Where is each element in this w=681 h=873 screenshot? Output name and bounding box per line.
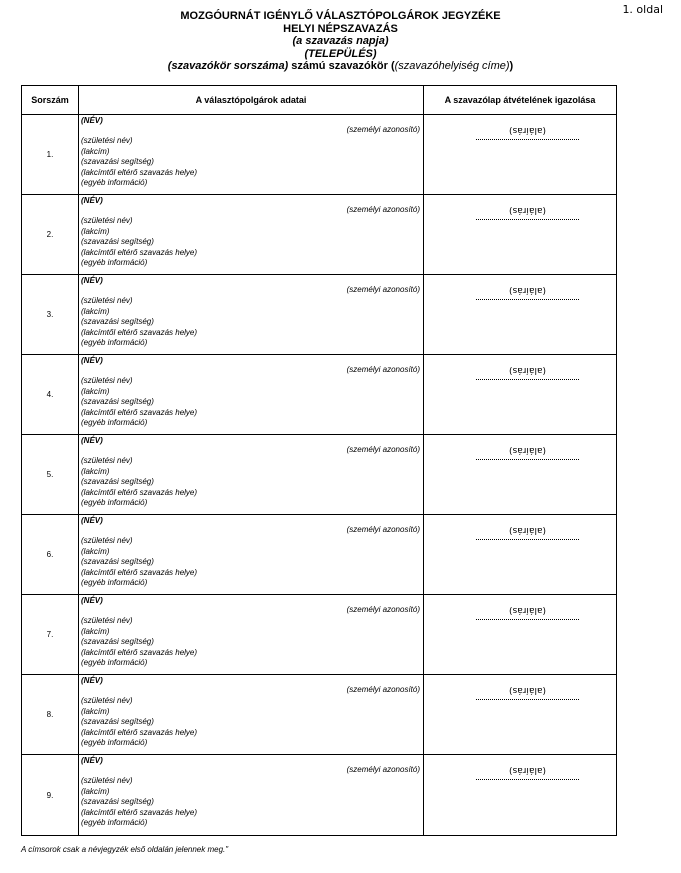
personal-id-field: (személyi azonosító) (346, 605, 420, 614)
table-header-row (22, 86, 616, 115)
district-line (0, 60, 681, 73)
alt-location-field: (lakcímtől eltérő szavazás helye) (81, 247, 198, 257)
receipt-cell (424, 515, 616, 594)
table-row (22, 595, 616, 675)
voting-assistance-field: (szavazási segítség) (81, 157, 154, 166)
voter-details (81, 296, 197, 349)
voting-assistance-field: (szavazási segítség) (81, 317, 154, 326)
voter-data-cell (79, 275, 424, 354)
alt-location-field: (lakcímtől eltérő szavazás helye) (81, 647, 198, 657)
address-field: (lakcím) (81, 546, 110, 556)
signature-block (476, 759, 579, 780)
district-close-paren: ) (509, 60, 514, 72)
row-number: 4. (22, 355, 79, 434)
alt-location-field: (lakcímtől eltérő szavazás helye) (81, 727, 198, 737)
birth-name-field: (születési név) (81, 456, 133, 465)
address-field: (lakcím) (81, 466, 110, 476)
receipt-cell (424, 675, 616, 754)
signature-line (476, 616, 579, 620)
voting-assistance-field: (szavazási segítség) (81, 477, 154, 486)
document-header (0, 10, 681, 73)
voter-data-cell (79, 675, 424, 754)
personal-id-field: (személyi azonosító) (346, 285, 420, 294)
address-field: (lakcím) (81, 786, 110, 796)
voting-assistance-field: (szavazási segítség) (81, 397, 154, 406)
voter-details (81, 776, 197, 829)
personal-id-field: (személyi azonosító) (346, 765, 420, 774)
address-field: (lakcím) (81, 306, 110, 316)
signature-line (476, 456, 579, 460)
voter-name-field: (NÉV) (81, 516, 103, 525)
table-row (22, 195, 616, 275)
voter-data-cell (79, 435, 424, 514)
personal-id-field: (személyi azonosító) (346, 365, 420, 374)
voter-data-cell (79, 755, 424, 835)
birth-name-field: (születési név) (81, 376, 133, 385)
alt-location-field: (lakcímtől eltérő szavazás helye) (81, 567, 198, 577)
signature-line (476, 776, 579, 780)
table-row (22, 755, 616, 835)
voter-table (21, 85, 617, 836)
voter-name-field: (NÉV) (81, 196, 103, 205)
signature-label: (aláírás) (509, 765, 546, 775)
birth-name-field: (születési név) (81, 696, 133, 705)
row-number: 3. (22, 275, 79, 354)
table-body (22, 115, 616, 835)
signature-block (476, 679, 579, 700)
voter-details (81, 536, 197, 589)
voter-name-field: (NÉV) (81, 436, 103, 445)
other-info-field: (egyéb információ) (81, 498, 148, 507)
address-field: (lakcím) (81, 226, 110, 236)
voter-data-cell (79, 355, 424, 434)
personal-id-field: (személyi azonosító) (346, 125, 420, 134)
signature-line (476, 536, 579, 540)
personal-id-field: (személyi azonosító) (346, 205, 420, 214)
district-number-placeholder: (szavazókör sorszáma) (167, 60, 289, 72)
row-number: 6. (22, 515, 79, 594)
voting-assistance-field: (szavazási segítség) (81, 717, 154, 726)
other-info-field: (egyéb információ) (81, 258, 148, 267)
voter-details (81, 616, 197, 669)
signature-block (476, 519, 579, 540)
receipt-cell (424, 435, 616, 514)
signature-block (476, 119, 579, 140)
settlement-placeholder: (TELEPÜLÉS) (304, 47, 377, 60)
receipt-cell (424, 195, 616, 274)
signature-line (476, 376, 579, 380)
alt-location-field: (lakcímtől eltérő szavazás helye) (81, 807, 198, 817)
birth-name-field: (születési név) (81, 616, 133, 625)
voting-assistance-field: (szavazási segítség) (81, 557, 154, 566)
signature-label: (aláírás) (509, 285, 546, 295)
alt-location-field: (lakcímtől eltérő szavazás helye) (81, 407, 198, 417)
personal-id-field: (személyi azonosító) (346, 445, 420, 454)
personal-id-field: (személyi azonosító) (346, 685, 420, 694)
signature-line (476, 696, 579, 700)
signature-label: (aláírás) (509, 605, 546, 615)
voter-name-field: (NÉV) (81, 116, 103, 125)
signature-block (476, 359, 579, 380)
other-info-field: (egyéb információ) (81, 578, 148, 587)
footnote: A címsorok csak a névjegyzék első oldalán jelennek meg." (21, 845, 229, 854)
personal-id-field: (személyi azonosító) (346, 525, 420, 534)
other-info-field: (egyéb információ) (81, 178, 148, 187)
other-info-field: (egyéb információ) (81, 658, 148, 667)
signature-label: (aláírás) (509, 205, 546, 215)
voter-data-cell (79, 115, 424, 194)
voter-data-cell (79, 515, 424, 594)
address-field: (lakcím) (81, 146, 110, 156)
receipt-cell (424, 275, 616, 354)
voter-data-cell (79, 595, 424, 674)
polling-station-placeholder: (szavazóhelyiség címe) (394, 60, 510, 72)
row-number: 7. (22, 595, 79, 674)
voter-name-field: (NÉV) (81, 756, 103, 765)
birth-name-field: (születési név) (81, 776, 133, 785)
table-row (22, 115, 616, 195)
other-info-field: (egyéb információ) (81, 418, 148, 427)
receipt-cell (424, 595, 616, 674)
signature-block (476, 599, 579, 620)
voter-name-field: (NÉV) (81, 356, 103, 365)
birth-name-field: (születési név) (81, 536, 133, 545)
signature-label: (aláírás) (509, 365, 546, 375)
table-row (22, 355, 616, 435)
signature-line (476, 216, 579, 220)
district-label: számú szavazókör ( (288, 60, 395, 72)
signature-block (476, 439, 579, 460)
referendum-type: HELYI NÉPSZAVAZÁS (283, 22, 398, 35)
other-info-field: (egyéb információ) (81, 338, 148, 347)
signature-line (476, 296, 579, 300)
row-number: 9. (22, 755, 79, 835)
voter-name-field: (NÉV) (81, 676, 103, 685)
voter-data-cell (79, 195, 424, 274)
voter-details (81, 216, 197, 269)
signature-label: (aláírás) (509, 125, 546, 135)
address-field: (lakcím) (81, 706, 110, 716)
address-field: (lakcím) (81, 626, 110, 636)
table-row (22, 435, 616, 515)
column-header-receipt: A szavazólap átvételének igazolása (444, 95, 596, 105)
row-number: 1. (22, 115, 79, 194)
column-header-number: Sorszám (22, 86, 79, 114)
voter-details (81, 696, 197, 749)
table-row (22, 275, 616, 355)
receipt-cell (424, 355, 616, 434)
alt-location-field: (lakcímtől eltérő szavazás helye) (81, 327, 198, 337)
signature-line (476, 136, 579, 140)
voter-name-field: (NÉV) (81, 276, 103, 285)
other-info-field: (egyéb információ) (81, 738, 148, 747)
page-number: 1. oldal (622, 3, 663, 16)
address-field: (lakcím) (81, 386, 110, 396)
receipt-cell (424, 755, 616, 835)
row-number: 5. (22, 435, 79, 514)
birth-name-field: (születési név) (81, 296, 133, 305)
receipt-cell (424, 115, 616, 194)
voting-assistance-field: (szavazási segítség) (81, 237, 154, 246)
voting-assistance-field: (szavazási segítség) (81, 637, 154, 646)
column-header-voter-data: A választópolgárok adatai (79, 86, 424, 114)
voter-details (81, 456, 197, 509)
document-title: MOZGÓURNÁT IGÉNYLŐ VÁLASZTÓPOLGÁROK JEGYZÉKE (180, 10, 501, 22)
voting-assistance-field: (szavazási segítség) (81, 797, 154, 806)
signature-label: (aláírás) (509, 685, 546, 695)
table-row (22, 675, 616, 755)
voter-details (81, 376, 197, 429)
signature-label: (aláírás) (509, 445, 546, 455)
voter-name-field: (NÉV) (81, 596, 103, 605)
signature-block (476, 199, 579, 220)
voting-date-placeholder: (a szavazás napja) (292, 35, 389, 47)
signature-block (476, 279, 579, 300)
other-info-field: (egyéb információ) (81, 818, 148, 827)
alt-location-field: (lakcímtől eltérő szavazás helye) (81, 487, 198, 497)
row-number: 8. (22, 675, 79, 754)
voter-details (81, 136, 197, 189)
row-number: 2. (22, 195, 79, 274)
alt-location-field: (lakcímtől eltérő szavazás helye) (81, 167, 198, 177)
signature-label: (aláírás) (509, 525, 546, 535)
table-row (22, 515, 616, 595)
birth-name-field: (születési név) (81, 216, 133, 225)
birth-name-field: (születési név) (81, 136, 133, 145)
